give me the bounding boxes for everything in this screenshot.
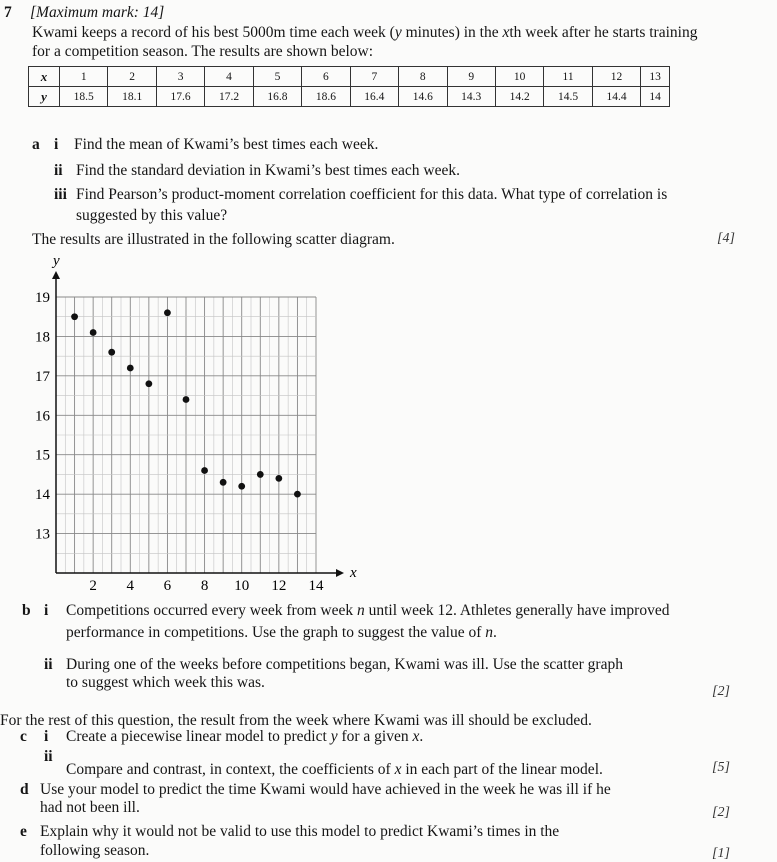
- part-a-iii-label: iii: [54, 186, 67, 203]
- part-e-text-2: following season.: [40, 842, 150, 859]
- scatter-plot: [20, 255, 360, 595]
- y-cell: 14.4: [592, 87, 640, 107]
- y-cell: 14: [641, 87, 670, 107]
- table-row-y: [29, 87, 670, 107]
- y-tick-label: 15: [35, 447, 50, 464]
- part-a-label: a: [32, 136, 40, 153]
- x-tick-label: 10: [234, 578, 250, 594]
- x-cell: 12: [592, 67, 640, 87]
- y-cell: 18.5: [60, 87, 108, 107]
- x-cell: 4: [205, 67, 253, 87]
- y-axis-label: y: [53, 255, 60, 269]
- part-c-ii-label: ii: [44, 748, 53, 765]
- y-tick-label: 14: [35, 487, 50, 504]
- data-point: [201, 467, 208, 474]
- y-cell: 18.1: [108, 87, 156, 107]
- part-a-i-text: Find the mean of Kwami’s best times each week.: [74, 136, 379, 153]
- part-a-ii-text: Find the standard deviation in Kwami’s best times each week.: [76, 162, 460, 179]
- x-cell: 10: [495, 67, 543, 87]
- y-cell: 14.3: [447, 87, 495, 107]
- plot-grid: [56, 297, 316, 573]
- part-b-ii-text-2: to suggest which week this was.: [66, 674, 265, 691]
- x-cell: 13: [641, 67, 670, 87]
- part-a-mark: [4]: [717, 231, 735, 246]
- x-header: x: [29, 67, 60, 87]
- part-b-mark: [2]: [712, 684, 730, 699]
- x-cell: 7: [350, 67, 398, 87]
- x-axis-label: x: [350, 565, 357, 581]
- part-b-ii-text: During one of the weeks before competitions began, Kwami was ill. Use the scatter graph: [66, 656, 623, 673]
- table-row-x: [29, 67, 670, 87]
- data-point: [183, 396, 190, 403]
- data-point: [294, 491, 301, 498]
- part-e-label: e: [20, 823, 27, 840]
- part-c-i-label: i: [44, 728, 49, 745]
- x-tick-label: 4: [126, 578, 135, 594]
- x-cell: 3: [156, 67, 204, 87]
- x-cell: 2: [108, 67, 156, 87]
- part-a-ii-label: ii: [54, 162, 63, 179]
- part-c-label: c: [20, 728, 27, 745]
- part-c-i-text: Create a piecewise linear model to predict y for a given x.: [66, 728, 424, 745]
- x-tick-label: 2: [89, 578, 97, 594]
- part-a-iii-text: Find Pearson’s product-moment correlation coefficient for this data. What type of correlation is: [76, 186, 668, 203]
- part-d-text-2: had not been ill.: [40, 799, 140, 816]
- y-cell: 14.5: [544, 87, 592, 107]
- y-tick-label: 19: [35, 290, 50, 306]
- x-cell: 9: [447, 67, 495, 87]
- max-mark: [Maximum mark: 14]: [30, 4, 165, 21]
- x-tick-label: 8: [200, 578, 209, 594]
- y-tick-label: 18: [35, 329, 50, 346]
- y-cell: 14.2: [495, 87, 543, 107]
- intro-line-2: for a competition season. The results are shown below:: [32, 43, 374, 60]
- plot-axes: [51, 255, 357, 581]
- x-tick-label: 14: [308, 578, 324, 594]
- data-point: [90, 329, 97, 336]
- intro-line-1: Kwami keeps a record of his best 5000m time each week (y minutes) in the xth week after he starts training: [32, 24, 698, 41]
- part-c-mark: [5]: [712, 760, 730, 775]
- y-tick-label: 17: [35, 368, 50, 385]
- y-cell: 16.8: [253, 87, 301, 107]
- x-axis-arrow: [336, 569, 344, 577]
- x-cell: 5: [253, 67, 301, 87]
- y-cell: 17.2: [205, 87, 253, 107]
- data-table: [28, 66, 670, 107]
- part-b-i-text: Competitions occurred every week from week n until week 12. Athletes generally have improved: [66, 602, 670, 619]
- data-point: [257, 471, 264, 478]
- part-e-mark: [1]: [712, 846, 730, 861]
- part-b-i-text-2: performance in competitions. Use the graph to suggest the value of n.: [66, 624, 497, 641]
- part-d-text: Use your model to predict the time Kwami would have achieved in the week he was ill if he: [40, 781, 611, 798]
- part-d-label: d: [20, 781, 29, 798]
- part-e-text: Explain why it would not be valid to use this model to predict Kwami’s times in the: [40, 823, 560, 840]
- question-number: 7: [4, 4, 12, 21]
- y-header: y: [29, 87, 60, 107]
- y-cell: 14.6: [399, 87, 447, 107]
- x-tick-label: 12: [271, 578, 287, 594]
- data-point: [238, 483, 245, 490]
- y-cell: 16.4: [350, 87, 398, 107]
- data-point: [127, 365, 134, 372]
- x-cell: 1: [60, 67, 108, 87]
- y-cell: 18.6: [302, 87, 350, 107]
- data-point: [71, 313, 78, 320]
- x-cell: 8: [399, 67, 447, 87]
- data-point: [145, 380, 152, 387]
- data-point: [275, 475, 282, 482]
- part-b-label: b: [22, 602, 31, 619]
- rest-note: For the rest of this question, the result from the week where Kwami was ill should be excluded.: [0, 712, 592, 729]
- plot-ticks: [35, 290, 324, 594]
- scatter-intro: The results are illustrated in the following scatter diagram.: [32, 231, 395, 248]
- part-b-ii-label: ii: [44, 656, 53, 673]
- part-a-iii-text-2: suggested by this value?: [76, 207, 228, 224]
- data-point: [108, 349, 115, 356]
- y-tick-label: 16: [35, 408, 50, 425]
- data-point: [220, 479, 227, 486]
- x-cell: 6: [302, 67, 350, 87]
- y-axis-arrow: [52, 271, 60, 279]
- part-c-ii-text: Compare and contrast, in context, the coefficients of x in each part of the linear model.: [66, 761, 603, 778]
- part-a-i-label: i: [54, 136, 59, 153]
- y-tick-label: 13: [35, 526, 50, 543]
- y-cell: 17.6: [156, 87, 204, 107]
- part-b-i-label: i: [44, 602, 49, 619]
- data-point: [164, 309, 171, 316]
- x-cell: 11: [544, 67, 592, 87]
- part-d-mark: [2]: [712, 805, 730, 820]
- x-tick-label: 6: [163, 578, 172, 594]
